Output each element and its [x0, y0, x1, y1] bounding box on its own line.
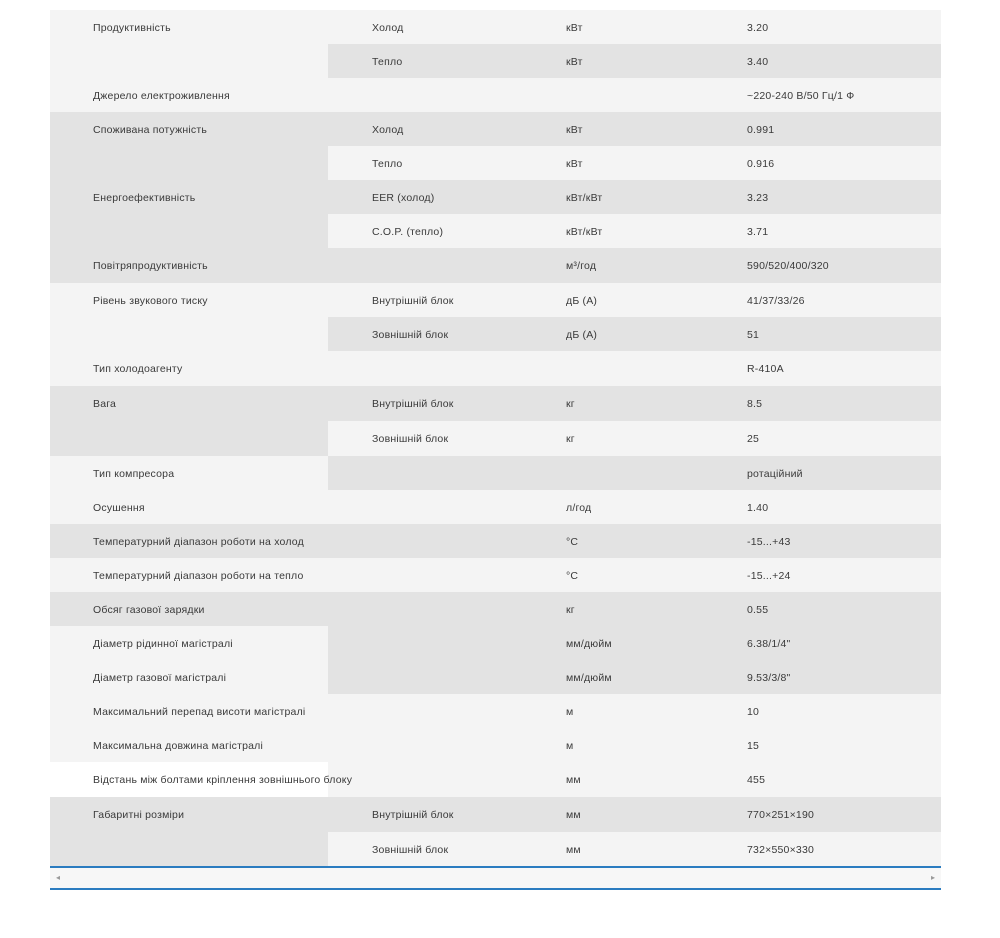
row-value: 8.5 [705, 386, 941, 421]
row-unit: кг [537, 421, 705, 456]
row-value: ~220-240 В/50 Гц/1 Ф [705, 78, 941, 112]
row-sub: Холод [328, 112, 537, 146]
row-unit: кВт [537, 112, 705, 146]
row-sub: Холод [328, 10, 537, 44]
row-sub: Тепло [328, 44, 537, 78]
row-label: Споживана потужність [50, 112, 328, 146]
row-sub: Внутрішній блок [328, 386, 537, 421]
row-unit: °С [537, 524, 705, 558]
row-label: Температурний діапазон роботи на тепло [50, 558, 328, 592]
row-unit: м [537, 728, 705, 762]
row-sub [328, 762, 537, 797]
row-label: Максимальна довжина магістралі [50, 728, 328, 762]
row-label [50, 421, 328, 456]
row-sub [328, 524, 537, 558]
spec-table [50, 10, 941, 867]
row-sub [328, 660, 537, 694]
row-value: 10 [705, 694, 941, 728]
row-label: Енергоефективність [50, 180, 328, 214]
row-unit: кВт/кВт [537, 214, 705, 248]
row-unit: дБ (А) [537, 317, 705, 351]
row-sub: Зовнішній блок [328, 832, 537, 867]
row-value: 732×550×330 [705, 832, 941, 867]
horizontal-scrollbar[interactable] [50, 866, 941, 890]
row-sub [328, 351, 537, 386]
row-unit [537, 78, 705, 112]
row-label: Рівень звукового тиску [50, 283, 328, 317]
row-label: Діаметр газової магістралі [50, 660, 328, 694]
row-value: 590/520/400/320 [705, 248, 941, 283]
row-value: R-410A [705, 351, 941, 386]
row-sub: Тепло [328, 146, 537, 180]
spec-table-grid [50, 10, 941, 867]
row-value: 3.20 [705, 10, 941, 44]
row-sub: EER (холод) [328, 180, 537, 214]
row-unit: мм [537, 762, 705, 797]
row-unit: мм/дюйм [537, 626, 705, 660]
row-unit: мм [537, 797, 705, 832]
row-value: 51 [705, 317, 941, 351]
row-label: Діаметр рідинної магістралі [50, 626, 328, 660]
row-sub: Внутрішній блок [328, 797, 537, 832]
row-value: 1.40 [705, 490, 941, 524]
row-sub [328, 558, 537, 592]
row-unit: м³/год [537, 248, 705, 283]
row-sub [328, 694, 537, 728]
row-unit: мм [537, 832, 705, 867]
row-label: Обсяг газової зарядки [50, 592, 328, 626]
row-unit: м [537, 694, 705, 728]
row-label [50, 317, 328, 351]
row-value: 41/37/33/26 [705, 283, 941, 317]
row-value: ротаційний [705, 456, 941, 490]
row-unit: дБ (А) [537, 283, 705, 317]
row-value: 25 [705, 421, 941, 456]
row-sub [328, 728, 537, 762]
row-value: 3.40 [705, 44, 941, 78]
row-unit: кВт [537, 146, 705, 180]
row-label: Джерело електроживлення [50, 78, 328, 112]
row-unit: кВт/кВт [537, 180, 705, 214]
row-value: 0.916 [705, 146, 941, 180]
row-unit: кВт [537, 10, 705, 44]
scroll-right-icon[interactable]: ▸ [930, 873, 935, 882]
row-label [50, 832, 328, 867]
row-sub: Зовнішній блок [328, 317, 537, 351]
row-value: 15 [705, 728, 941, 762]
row-unit: кВт [537, 44, 705, 78]
row-value: 0.55 [705, 592, 941, 626]
row-value: 9.53/3/8" [705, 660, 941, 694]
row-label [50, 214, 328, 248]
row-value: 3.23 [705, 180, 941, 214]
row-sub [328, 456, 537, 490]
row-unit: мм/дюйм [537, 660, 705, 694]
scroll-left-icon[interactable]: ◂ [56, 873, 61, 882]
row-sub: Внутрішній блок [328, 283, 537, 317]
row-unit: кг [537, 592, 705, 626]
row-unit [537, 456, 705, 490]
row-unit [537, 351, 705, 386]
row-label: Температурний діапазон роботи на холод [50, 524, 328, 558]
row-value: 6.38/1/4" [705, 626, 941, 660]
row-value: 0.991 [705, 112, 941, 146]
row-sub [328, 592, 537, 626]
row-label: Габаритні розміри [50, 797, 328, 832]
row-value: -15...+43 [705, 524, 941, 558]
row-label: Тип компресора [50, 456, 328, 490]
row-value: -15...+24 [705, 558, 941, 592]
row-value: 770×251×190 [705, 797, 941, 832]
row-label: Продуктивність [50, 10, 328, 44]
row-label: Тип холодоагенту [50, 351, 328, 386]
row-label: Повітряпродуктивність [50, 248, 328, 283]
row-unit: л/год [537, 490, 705, 524]
row-sub: C.O.P. (тепло) [328, 214, 537, 248]
row-unit: °С [537, 558, 705, 592]
row-label [50, 146, 328, 180]
row-value: 3.71 [705, 214, 941, 248]
row-label: Осушення [50, 490, 328, 524]
row-sub [328, 626, 537, 660]
row-sub: Зовнішній блок [328, 421, 537, 456]
row-sub [328, 248, 537, 283]
row-label: Відстань між болтами кріплення зовнішнього блоку [93, 774, 353, 786]
row-sub [328, 78, 537, 112]
row-label [50, 44, 328, 78]
row-value: 455 [705, 762, 941, 797]
row-label: Максимальний перепад висоти магістралі [50, 694, 328, 728]
row-sub [328, 490, 537, 524]
row-unit: кг [537, 386, 705, 421]
row-label: Вага [50, 386, 328, 421]
